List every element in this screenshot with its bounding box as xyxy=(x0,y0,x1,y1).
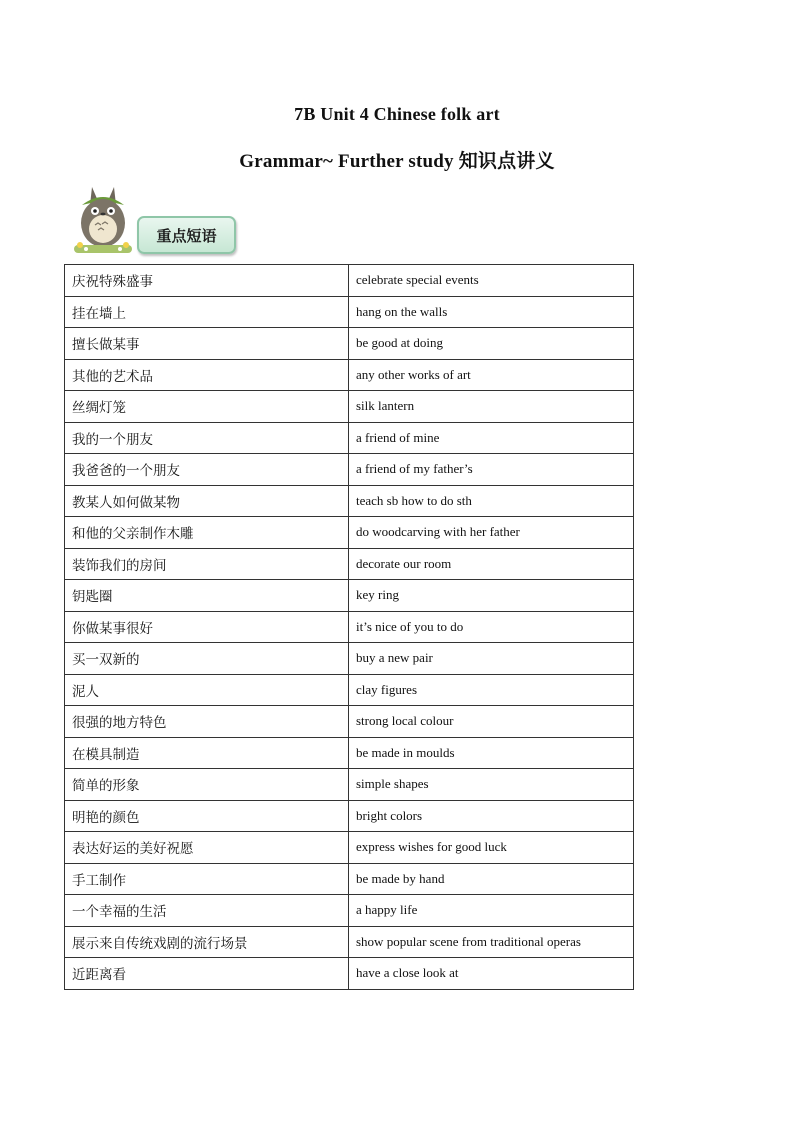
phrase-english: a friend of mine xyxy=(349,422,634,454)
phrase-english: celebrate special events xyxy=(349,265,634,297)
phrase-english: a friend of my father’s xyxy=(349,454,634,486)
phrase-english: strong local colour xyxy=(349,706,634,738)
document-title: 7B Unit 4 Chinese folk art xyxy=(294,104,500,124)
phrase-english: have a close look at xyxy=(349,958,634,990)
phrase-chinese: 手工制作 xyxy=(65,863,349,895)
phrase-english: key ring xyxy=(349,580,634,612)
table-row xyxy=(65,296,634,328)
table-row xyxy=(65,485,634,517)
phrase-english: any other works of art xyxy=(349,359,634,391)
phrase-chinese: 其他的艺术品 xyxy=(65,359,349,391)
table-row xyxy=(65,643,634,675)
phrase-chinese: 挂在墙上 xyxy=(65,296,349,328)
table-row xyxy=(65,863,634,895)
table-row xyxy=(65,548,634,580)
phrase-english: silk lantern xyxy=(349,391,634,423)
document-subtitle: Grammar~ Further study 知识点讲义 xyxy=(239,151,555,172)
phrase-chinese: 泥人 xyxy=(65,674,349,706)
phrase-english: be made in moulds xyxy=(349,737,634,769)
table-row xyxy=(65,674,634,706)
phrase-english: hang on the walls xyxy=(349,296,634,328)
phrase-english: show popular scene from traditional operas xyxy=(349,926,634,958)
phrase-chinese: 一个幸福的生活 xyxy=(65,895,349,927)
phrase-english: teach sb how to do sth xyxy=(349,485,634,517)
phrase-chinese: 庆祝特殊盛事 xyxy=(65,265,349,297)
phrase-chinese: 买一双新的 xyxy=(65,643,349,675)
table-row xyxy=(65,895,634,927)
table-row xyxy=(65,580,634,612)
phrase-english: it’s nice of you to do xyxy=(349,611,634,643)
phrase-chinese: 擅长做某事 xyxy=(65,328,349,360)
phrase-english: be good at doing xyxy=(349,328,634,360)
phrase-chinese: 教某人如何做某物 xyxy=(65,485,349,517)
phrase-english: clay figures xyxy=(349,674,634,706)
table-row xyxy=(65,737,634,769)
table-row xyxy=(65,265,634,297)
phrase-chinese: 简单的形象 xyxy=(65,769,349,801)
phrase-english: bright colors xyxy=(349,800,634,832)
table-row xyxy=(65,328,634,360)
phrase-chinese: 明艳的颜色 xyxy=(65,800,349,832)
table-row xyxy=(65,769,634,801)
phrase-chinese: 你做某事很好 xyxy=(65,611,349,643)
phrase-english: simple shapes xyxy=(349,769,634,801)
phrase-chinese: 我爸爸的一个朋友 xyxy=(65,454,349,486)
table-row xyxy=(65,454,634,486)
phrase-english: a happy life xyxy=(349,895,634,927)
phrase-english: be made by hand xyxy=(349,863,634,895)
table-row xyxy=(65,958,634,990)
phrase-chinese: 展示来自传统戏剧的流行场景 xyxy=(65,926,349,958)
table-row xyxy=(65,517,634,549)
phrase-table-body xyxy=(65,265,634,990)
phrase-chinese: 装饰我们的房间 xyxy=(65,548,349,580)
table-row xyxy=(65,391,634,423)
phrase-chinese: 表达好运的美好祝愿 xyxy=(65,832,349,864)
phrase-english: decorate our room xyxy=(349,548,634,580)
phrase-chinese: 和他的父亲制作木雕 xyxy=(65,517,349,549)
table-row xyxy=(65,800,634,832)
phrase-chinese: 钥匙圈 xyxy=(65,580,349,612)
table-row xyxy=(65,706,634,738)
table-row xyxy=(65,611,634,643)
phrase-chinese: 近距离看 xyxy=(65,958,349,990)
table-row xyxy=(65,359,634,391)
phrase-english: do woodcarving with her father xyxy=(349,517,634,549)
table-row xyxy=(65,832,634,864)
phrase-chinese: 在模具制造 xyxy=(65,737,349,769)
phrase-english: express wishes for good luck xyxy=(349,832,634,864)
key-phrases-badge: 重点短语 xyxy=(137,216,236,254)
totoro-mascot-icon xyxy=(70,185,136,257)
table-row xyxy=(65,422,634,454)
phrase-chinese: 很强的地方特色 xyxy=(65,706,349,738)
phrase-table xyxy=(64,264,634,990)
phrase-english: buy a new pair xyxy=(349,643,634,675)
phrase-chinese: 我的一个朋友 xyxy=(65,422,349,454)
phrase-chinese: 丝绸灯笼 xyxy=(65,391,349,423)
table-row xyxy=(65,926,634,958)
